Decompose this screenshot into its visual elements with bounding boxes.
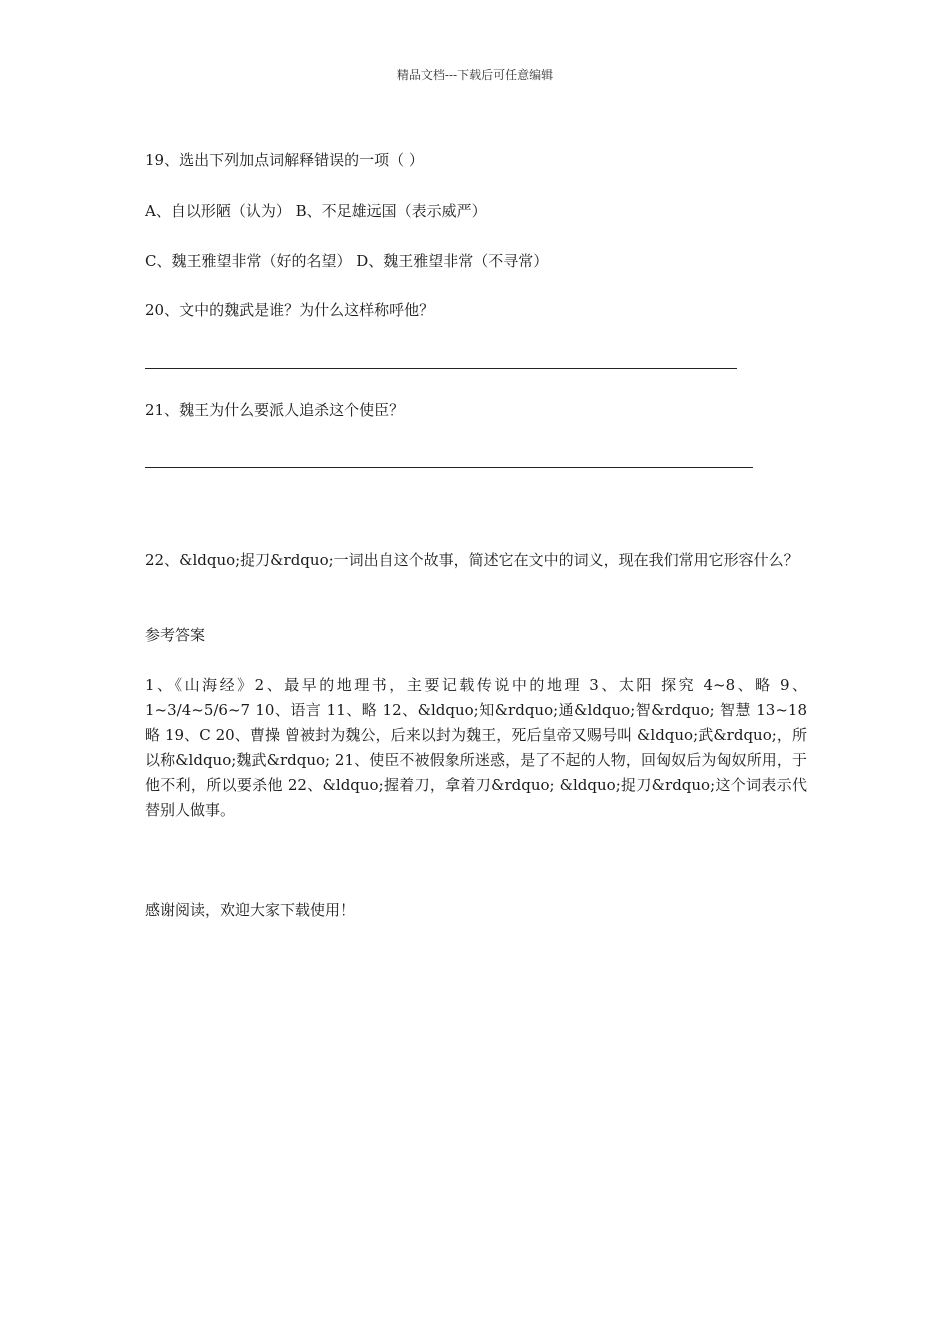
footer-thanks: 感谢阅读，欢迎大家下载使用！ (145, 901, 356, 919)
question-20-answer-line (145, 368, 737, 369)
question-21-answer-line (145, 467, 753, 468)
question-19-options-ab: A、自以形陋（认为） B、不足雄远国（表示威严） (145, 202, 487, 220)
question-19-options-cd: C、魏王雅望非常（好的名望） D、魏王雅望非常（不寻常） (145, 252, 549, 270)
question-20-stem: 20、文中的魏武是谁？为什么这样称呼他？ (145, 301, 435, 319)
answers-title: 参考答案 (145, 626, 206, 644)
page-header: 精品文档---下载后可任意编辑 (396, 68, 554, 82)
question-22-stem: 22、&ldquo;捉刀&rdquo;一词出自这个故事，简述它在文中的词义，现在我们常用它形容什么？ (145, 551, 799, 569)
question-19-stem: 19、选出下列加点词解释错误的一项（ ） (145, 151, 424, 169)
question-21-stem: 21、魏王为什么要派人追杀这个使臣？ (145, 401, 405, 419)
answers-body: 1、《山海经》2、最早的地理书，主要记载传说中的地理 3、太阳 探究 4~8、略 9、1~3/4~5/6~7 10、语言 11、略 12、&ldquo;知&rdquo;通&ldquo;智&rdquo; 智慧 13~18略 19、C 20、曹操 曾被封为魏公，后来以封为魏王，死后皇帝又赐号叫 &ldquo;武&rdquo;，所以称&ldquo;魏武&rdquo; 21、使臣不被假象所迷惑，是了不起的人物，回匈奴后为匈奴所用，于他不利，所以要杀他 22、&ldquo;握着刀，拿着刀&rdquo; &ldquo;捉刀&rdquo;这个词表示代替别人做事。 (145, 676, 807, 819)
